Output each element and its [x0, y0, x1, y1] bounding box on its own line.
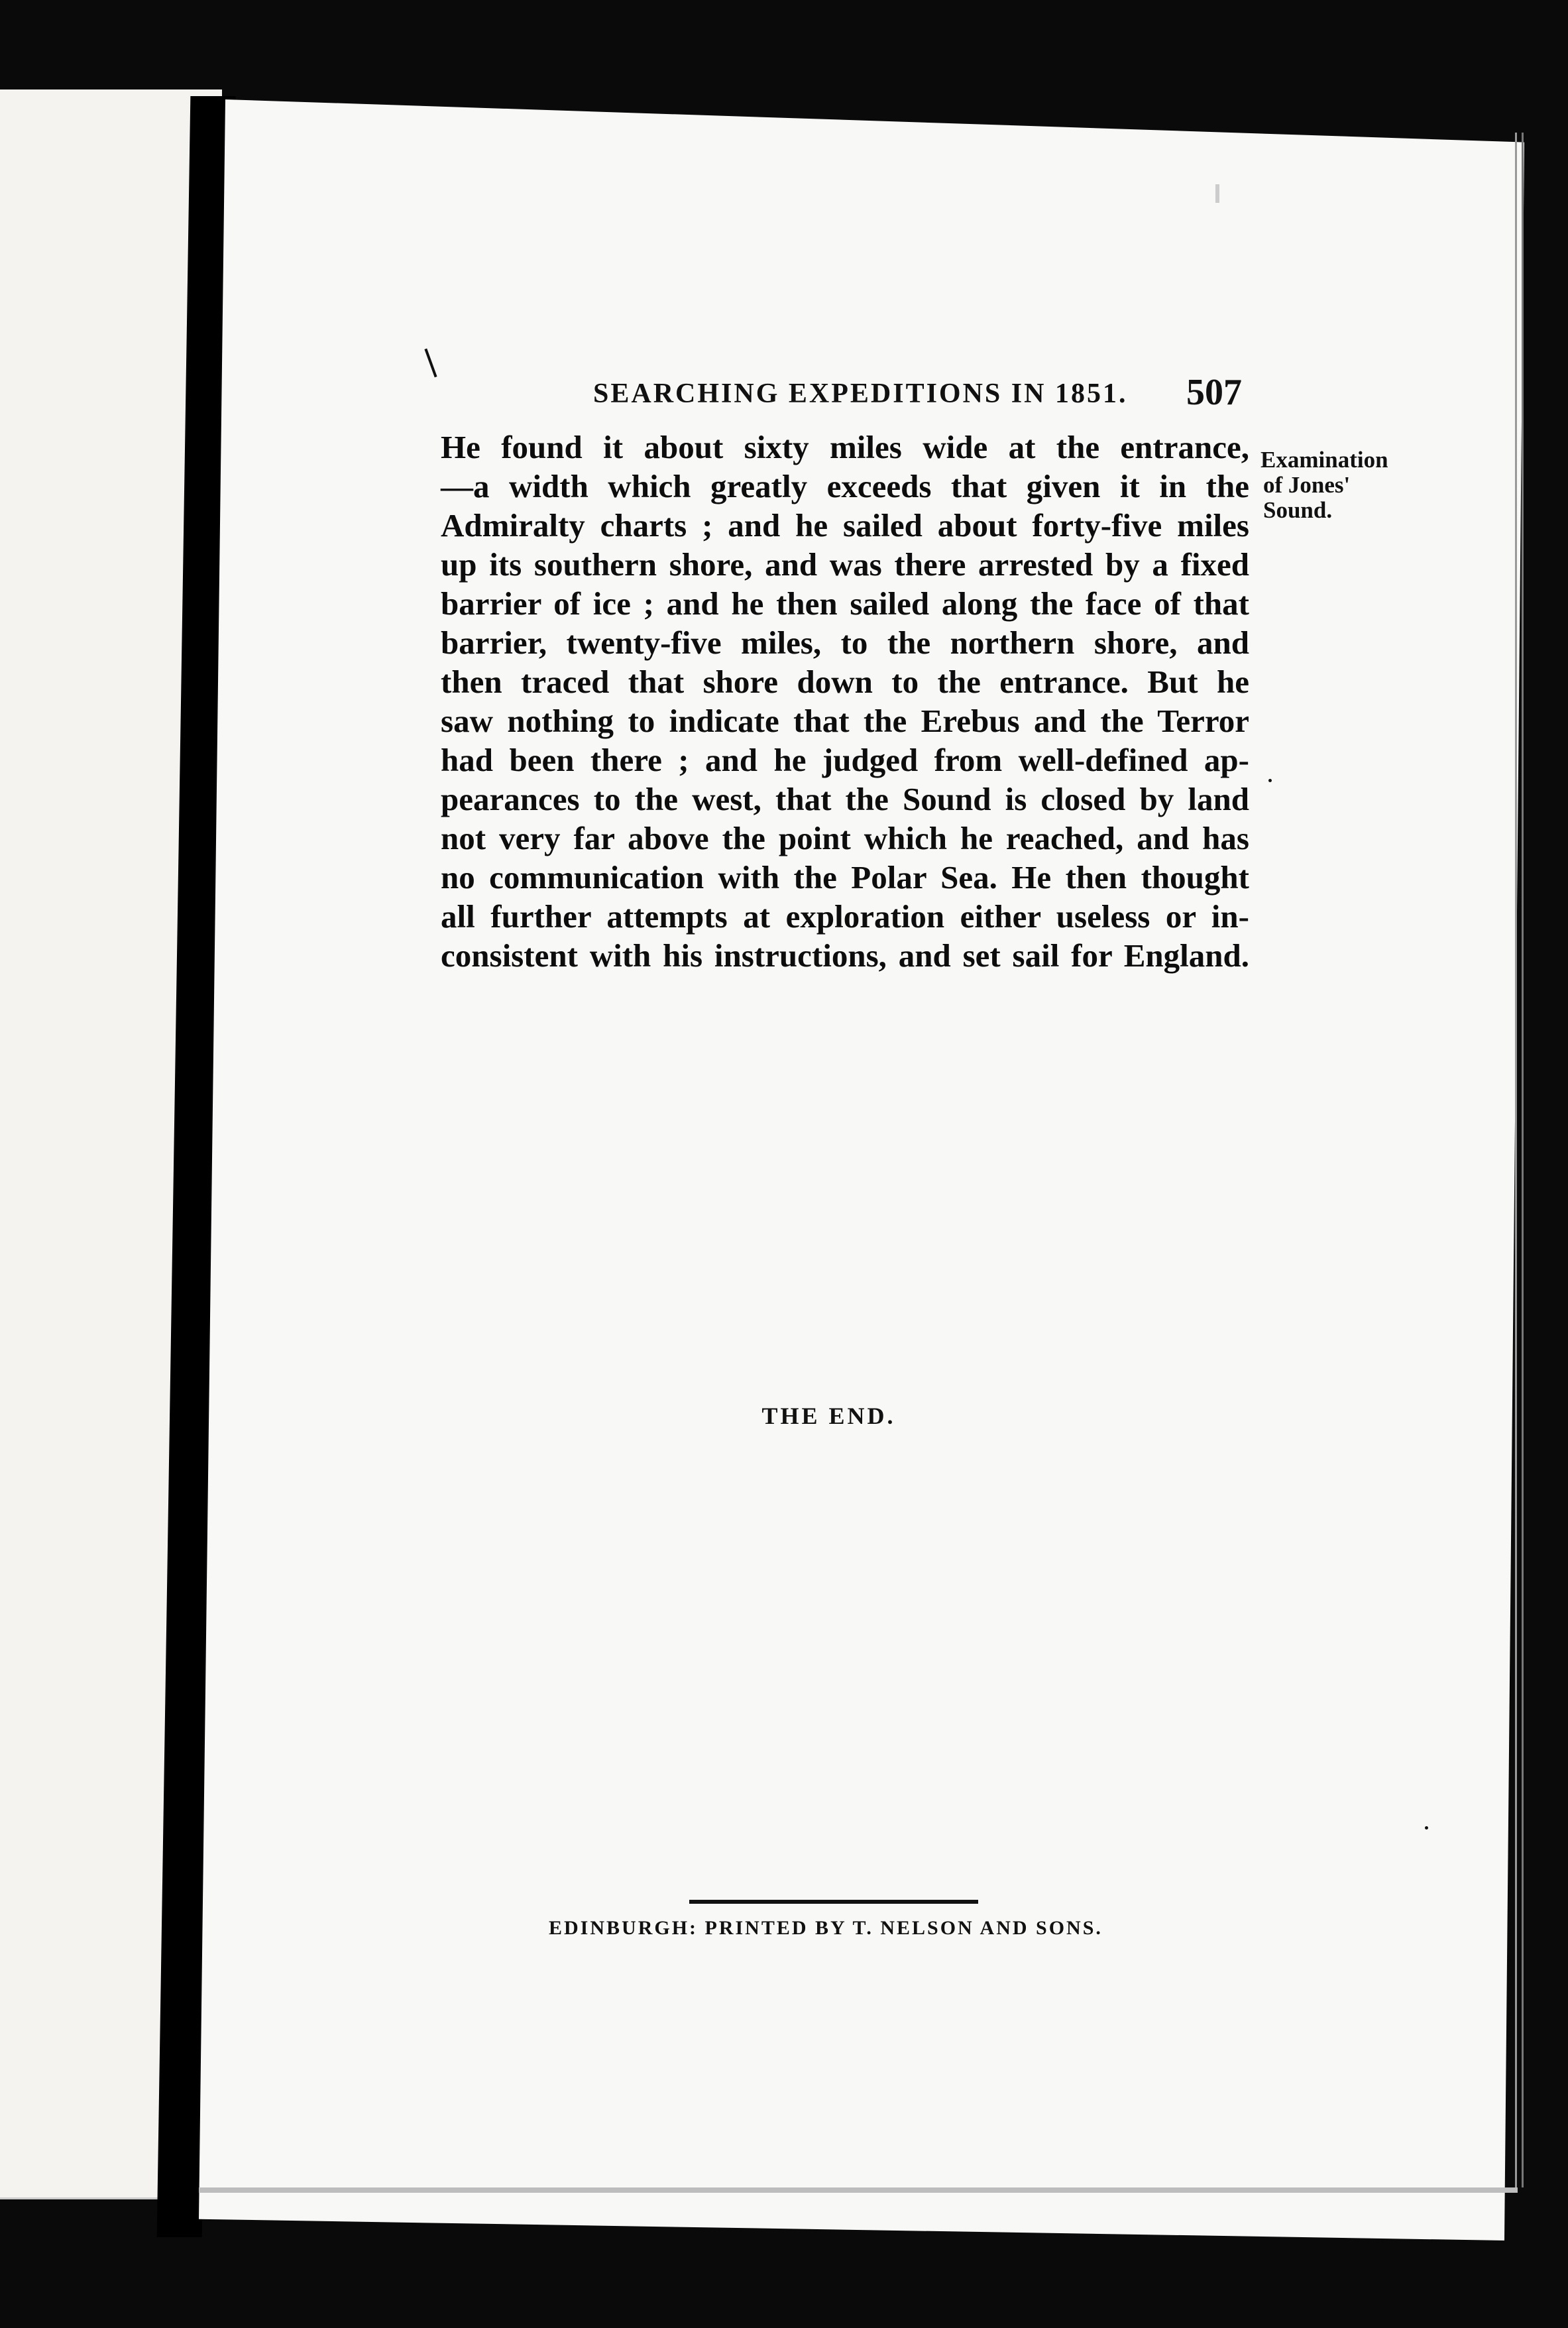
page-number: 507: [1186, 372, 1242, 413]
body-paragraph: [441, 428, 1249, 975]
ink-speck: [1268, 779, 1272, 782]
text-line: barrier of ice ; and he then sailed along the face of that: [441, 585, 1249, 622]
text-line: up its southern shore, and was there arrested by a fixed: [441, 546, 1249, 583]
ink-speck: [1425, 1826, 1428, 1830]
printer-imprint: EDINBURGH: PRINTED BY T. NELSON AND SONS.: [549, 1917, 1103, 1939]
text-line: —a width which greatly exceeds that given it in the: [441, 468, 1249, 504]
imprint-rule: [689, 1900, 978, 1904]
text-line: barrier, twenty-five miles, to the northern shore, and: [441, 624, 1249, 661]
text-line: then traced that shore down to the entrance. But he: [441, 664, 1249, 700]
running-head: SEARCHING EXPEDITIONS IN 1851.: [593, 378, 1128, 409]
margin-note-line: Examination: [1260, 447, 1388, 473]
text-line: Admiralty charts ; and he sailed about forty-five miles: [441, 507, 1249, 544]
page-bottom-edge: [199, 2187, 1518, 2193]
margin-note-line: of Jones': [1263, 472, 1351, 498]
page-edge-line: [1515, 133, 1517, 2187]
text-line: had been there ; and he judged from well-defined ap-: [441, 742, 1249, 778]
text-line: consistent with his instructions, and set sail for England.: [441, 937, 1249, 974]
text-line: not very far above the point which he reached, and has: [441, 820, 1249, 856]
page-edge-line: [1522, 133, 1524, 2187]
margin-note-line: Sound.: [1263, 497, 1333, 523]
paper-mark: [1215, 184, 1219, 203]
text-line: all further attempts at exploration either useless or in-: [441, 898, 1249, 935]
margin-note: [1260, 447, 1406, 523]
the-end-heading: THE END.: [761, 1403, 896, 1429]
text-line: no communication with the Polar Sea. He then thought: [441, 859, 1249, 896]
text-line: saw nothing to indicate that the Erebus and the Terror: [441, 703, 1249, 739]
text-line: He found it about sixty miles wide at the entrance,: [441, 429, 1249, 465]
text-line: pearances to the west, that the Sound is closed by land: [441, 781, 1249, 817]
